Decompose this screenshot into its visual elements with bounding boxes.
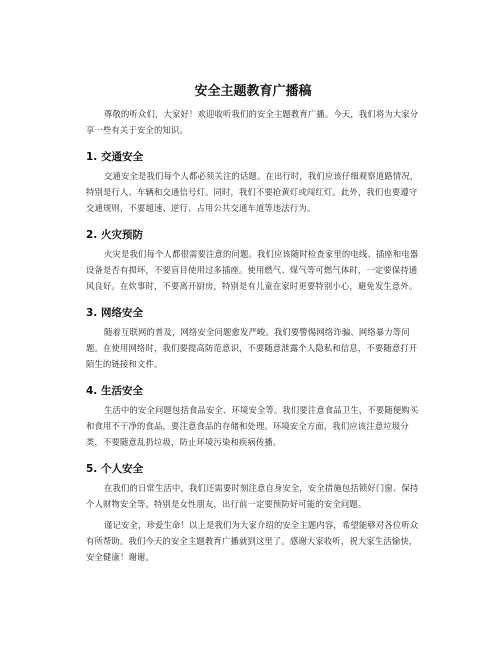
section-body-network: 随着互联网的普及，网络安全问题愈发严峻。我们要警惕网络诈骗、网络暴力等问题。在使用网络时，我们要提高防范意识，不要随意泄露个人隐私和信息，不要随意打开陌生的链接和文件。 [86, 327, 418, 369]
section-heading-life: 4. 生活安全 [86, 385, 143, 397]
section-heading-fire: 2. 火灾预防 [86, 229, 143, 241]
section-body-life: 生活中的安全问题包括食品安全、环境安全等。我们要注意食品卫生，不要随便购买和食用不干净的食品，要注意食品的存储和处理。环境安全方面，我们应该注意垃圾分类，不要随意乱扔垃圾，防止环境污染和疾病传播。 [86, 405, 419, 447]
section-heading-personal: 5. 个人安全 [86, 463, 143, 475]
section-body-personal: 在我们的日常生活中，我们还需要时刻注意自身安全，安全措施包括锁好门窗、保持个人财物安全等。特别是女性朋友，出行前一定要预防好可能的安全问题。 [86, 483, 419, 509]
closing-paragraph: 谨记安全，珍爱生命！以上是我们为大家介绍的安全主题内容，希望能够对各位听众有所帮助。我们今天的安全主题教育广播就到这里了。感谢大家收听，祝大家生活愉快，安全健康！谢谢。 [86, 520, 419, 562]
page-title: 安全主题教育广播稿 [194, 84, 312, 99]
section-heading-network: 3. 网络安全 [86, 307, 143, 319]
document-content [86, 80, 420, 565]
section-body-fire: 火灾是我们每个人都很需要注意的问题。我们应该随时检查家里的电线、插座和电器设备是否有损坏，不要盲目使用过多插座。使用燃气、煤气等可燃气体时，一定要保持通风良好。在炊事时，不要离开厨房，特别是有儿童在家时更要特别小心，避免发生意外。 [86, 249, 419, 291]
intro-paragraph: 尊敬的听众们，大家好！欢迎收听我们的安全主题教育广播。今天，我们将为大家分享一些有关于安全的知识。 [86, 109, 419, 135]
section-body-traffic: 交通安全是我们每个人都必须关注的话题。在出行时，我们应该仔细观察道路情况，特别是行人、车辆和交通信号灯。同时，我们不要抢黄灯或闯红灯。此外，我们也要遵守交通规则，不要超速、逆行、占用公共交通车道等违法行为。 [86, 171, 419, 213]
section-heading-traffic: 1. 交通安全 [86, 151, 143, 163]
